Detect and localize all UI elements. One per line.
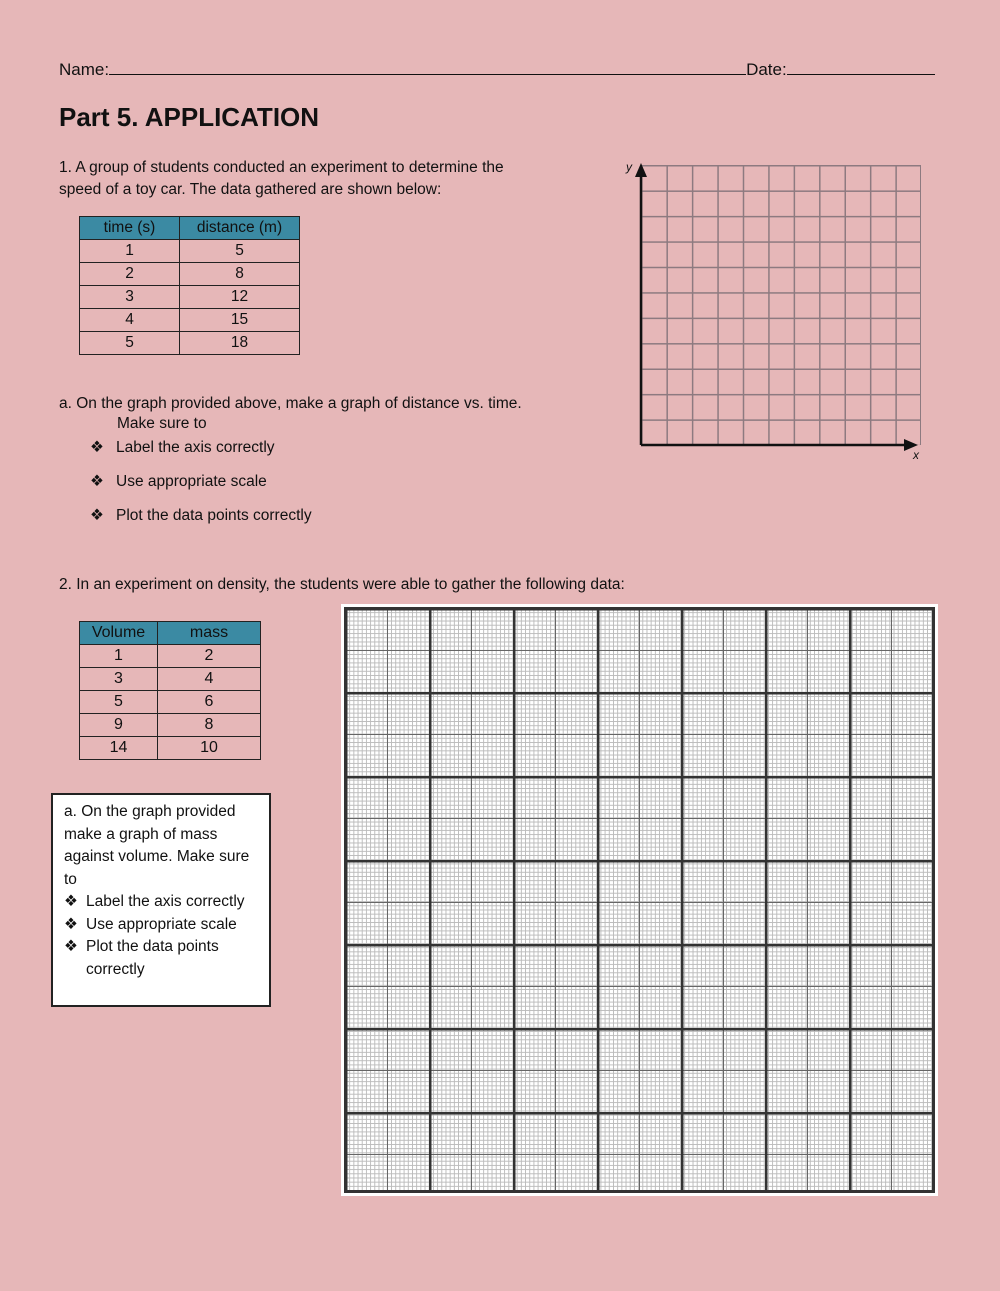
cell: 4 <box>80 309 180 332</box>
q2-bullet <box>64 891 258 914</box>
cell: 2 <box>80 263 180 286</box>
table-row <box>80 737 261 760</box>
cell: 1 <box>80 240 180 263</box>
cell: 14 <box>80 737 158 760</box>
col-header: Volume <box>80 622 158 645</box>
bullet-icon: ❖ <box>64 893 78 910</box>
table-row <box>80 263 300 286</box>
bullet-icon: ❖ <box>64 915 78 933</box>
box-line: a. On the graph provided <box>64 803 236 820</box>
bullet-text: Plot the data points correctly <box>86 938 219 978</box>
page-title: Part 5. APPLICATION <box>59 102 320 132</box>
bullet-icon: ❖ <box>90 507 104 524</box>
table-row <box>80 691 261 714</box>
q2-bullet <box>64 914 258 937</box>
box-line: to <box>64 870 77 888</box>
name-field[interactable] <box>109 61 746 75</box>
q1-bullet <box>90 506 312 525</box>
q1-line2: speed of a toy car. The data gathered are shown below: <box>59 181 442 198</box>
table-row <box>80 714 261 737</box>
q1-instructions <box>59 393 522 435</box>
cell: 1 <box>80 645 158 668</box>
q2-bullet <box>64 936 258 981</box>
cell: 12 <box>180 286 300 309</box>
table-row <box>80 309 300 332</box>
name-label: Name: <box>59 60 110 79</box>
bullet-icon: ❖ <box>90 473 104 490</box>
cell: 5 <box>180 240 300 263</box>
bullet-text: Label the axis correctly <box>116 439 275 456</box>
q2-instruction-box <box>51 793 271 1007</box>
cell: 8 <box>158 714 261 737</box>
q2-text: 2. In an experiment on density, the students were able to gather the following data: <box>59 576 625 593</box>
cell: 8 <box>180 263 300 286</box>
q1-bullet <box>90 438 275 457</box>
col-header: time (s) <box>80 217 180 240</box>
cell: 15 <box>180 309 300 332</box>
bullet-text: Use appropriate scale <box>86 915 237 933</box>
y-axis-arrow-icon <box>635 163 647 177</box>
cell: 5 <box>80 332 180 355</box>
header-line <box>59 60 935 80</box>
bullet-text: Use appropriate scale <box>116 473 267 490</box>
q1-line1: 1. A group of students conducted an experiment to determine the <box>59 159 504 176</box>
cell: 5 <box>80 691 158 714</box>
cell: 10 <box>158 737 261 760</box>
table-row <box>80 240 300 263</box>
y-axis-label: y <box>626 160 632 174</box>
q2-data-table <box>79 621 261 760</box>
cell: 6 <box>158 691 261 714</box>
instr-line2: Make sure to <box>117 415 207 432</box>
cell: 4 <box>158 668 261 691</box>
cell: 18 <box>180 332 300 355</box>
q1-text <box>59 157 504 201</box>
cell: 3 <box>80 668 158 691</box>
q2-graph-paper[interactable] <box>341 604 938 1196</box>
q1-graph-axes <box>620 155 930 465</box>
bullet-icon: ❖ <box>64 938 78 955</box>
table-row <box>80 645 261 668</box>
cell: 3 <box>80 286 180 309</box>
box-line: against volume. Make sure <box>64 848 250 865</box>
date-field[interactable] <box>787 61 935 75</box>
q1-bullet <box>90 472 267 491</box>
table-row <box>80 668 261 691</box>
col-header: mass <box>158 622 261 645</box>
col-header: distance (m) <box>180 217 300 240</box>
instr-line1: a. On the graph provided above, make a graph of distance vs. time. <box>59 395 522 412</box>
bullet-text: Label the axis correctly <box>86 893 245 910</box>
cell: 9 <box>80 714 158 737</box>
bullet-text: Plot the data points correctly <box>116 507 312 524</box>
cell: 2 <box>158 645 261 668</box>
table-row <box>80 286 300 309</box>
q1-data-table <box>79 216 300 355</box>
table-row <box>80 332 300 355</box>
x-axis-label: x <box>913 448 919 462</box>
box-line: make a graph of mass <box>64 825 218 843</box>
date-label: Date: <box>746 60 787 79</box>
q2-graph-grid[interactable] <box>344 607 935 1193</box>
bullet-icon: ❖ <box>90 439 104 456</box>
